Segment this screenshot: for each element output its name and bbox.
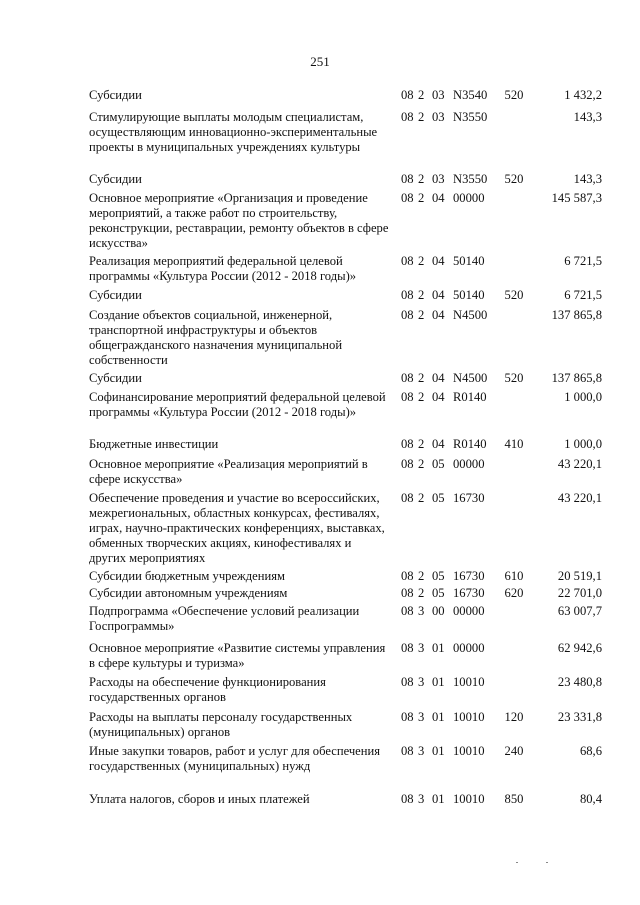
row-name: Софинансирование мероприятий федеральной целевой программы «Культура России (2012 - 2018 годы)» (89, 390, 386, 419)
code-direction: 50140 (453, 288, 485, 302)
code-program: 3 (418, 744, 425, 758)
row-name: Иные закупки товаров, работ и услуг для обеспечения государственных (муниципальных) нужд (89, 744, 381, 773)
code-event: 04 (432, 308, 445, 322)
code-section: 08 (401, 586, 414, 600)
row-amount: 62 942,6 (557, 641, 602, 655)
row-name: Субсидии бюджетным учреждениям (89, 569, 285, 583)
code-direction: 00000 (453, 604, 485, 618)
row-amount: 6 721,5 (564, 288, 602, 302)
code-section: 08 (401, 371, 414, 385)
row-amount: 63 007,7 (557, 604, 602, 618)
code-event: 05 (432, 569, 445, 583)
code-section: 08 (401, 110, 414, 124)
row-name: Создание объектов социальной, инженерной, транспортной инфраструктуры и объектов общегражданского назначения муниципальной собственности (89, 308, 343, 367)
row-amount: 80,4 (579, 792, 602, 806)
code-event: 04 (432, 191, 445, 205)
row-name: Обеспечение проведения и участие во всероссийских, межрегиональных, областных конкурсах, фестивалях, играх, научно-практических конференциях, выставках, обменных творческих акциях, кинофестивалях и других мероприятиях (89, 491, 385, 565)
code-section: 08 (401, 308, 414, 322)
row-name: Субсидии (89, 172, 142, 186)
code-section: 08 (401, 675, 414, 689)
code-direction: N4500 (453, 371, 488, 385)
code-section: 08 (401, 390, 414, 404)
code-event: 01 (432, 792, 445, 806)
code-event: 03 (432, 110, 445, 124)
code-section: 08 (401, 792, 414, 806)
scan-speck (516, 862, 518, 863)
code-section: 08 (401, 744, 414, 758)
row-amount: 143,3 (573, 172, 602, 186)
code-section: 08 (401, 172, 414, 186)
code-program: 2 (418, 110, 425, 124)
code-direction: 10010 (453, 744, 485, 758)
row-name: Субсидии автономным учреждениям (89, 586, 288, 600)
code-section: 08 (401, 710, 414, 724)
code-direction: 10010 (453, 675, 485, 689)
row-amount: 145 587,3 (551, 191, 602, 205)
row-amount: 1 000,0 (564, 390, 602, 404)
expense-type: 620 (504, 586, 524, 600)
code-event: 05 (432, 586, 445, 600)
code-event: 04 (432, 437, 445, 451)
expense-type: 520 (504, 371, 524, 385)
row-name: Субсидии (89, 88, 142, 102)
row-name: Реализация мероприятий федеральной целевой программы «Культура России (2012 - 2018 годы)» (89, 254, 357, 283)
code-event: 01 (432, 744, 445, 758)
code-event: 01 (432, 641, 445, 655)
row-amount: 143,3 (573, 110, 602, 124)
code-direction: 16730 (453, 586, 485, 600)
expense-type: 520 (504, 288, 524, 302)
expense-type: 120 (504, 710, 524, 724)
code-event: 04 (432, 288, 445, 302)
code-event: 04 (432, 371, 445, 385)
row-name: Стимулирующие выплаты молодым специалистам, осуществляющим инновационно-экспериментальные проекты в муниципальных учреждениях культуры (89, 110, 378, 154)
expense-type: 410 (504, 437, 524, 451)
row-name: Расходы на выплаты персоналу государственных (муниципальных) органов (89, 710, 353, 739)
code-direction: 10010 (453, 792, 485, 806)
expense-type: 520 (504, 88, 524, 102)
expense-type: 850 (504, 792, 524, 806)
code-section: 08 (401, 288, 414, 302)
code-program: 2 (418, 390, 425, 404)
code-direction: 50140 (453, 254, 485, 268)
row-amount: 68,6 (579, 744, 602, 758)
code-direction: R0140 (453, 390, 487, 404)
code-direction: N3540 (453, 88, 488, 102)
row-amount: 22 701,0 (557, 586, 602, 600)
row-amount: 43 220,1 (557, 491, 602, 505)
row-name: Основное мероприятие «Организация и проведение мероприятий, а также работ по строительству, реконструкции, реставрации, ремонту объектов в сфере искусства» (89, 191, 389, 250)
code-event: 05 (432, 457, 445, 471)
code-program: 2 (418, 569, 425, 583)
code-program: 3 (418, 675, 425, 689)
code-direction: 16730 (453, 569, 485, 583)
code-event: 05 (432, 491, 445, 505)
code-program: 3 (418, 604, 425, 618)
code-program: 2 (418, 308, 425, 322)
code-section: 08 (401, 254, 414, 268)
code-direction: N4500 (453, 308, 488, 322)
row-amount: 1 432,2 (564, 88, 602, 102)
code-section: 08 (401, 641, 414, 655)
code-section: 08 (401, 457, 414, 471)
code-section: 08 (401, 88, 414, 102)
page-number: 251 (310, 54, 330, 69)
code-program: 3 (418, 710, 425, 724)
code-event: 00 (432, 604, 445, 618)
code-event: 03 (432, 88, 445, 102)
code-direction: 00000 (453, 641, 485, 655)
row-amount: 137 865,8 (551, 308, 602, 322)
code-program: 2 (418, 254, 425, 268)
code-program: 2 (418, 88, 425, 102)
row-amount: 20 519,1 (557, 569, 602, 583)
row-name: Расходы на обеспечение функционирования государственных органов (89, 675, 326, 704)
code-program: 2 (418, 457, 425, 471)
code-program: 2 (418, 437, 425, 451)
row-amount: 23 331,8 (557, 710, 602, 724)
code-section: 08 (401, 437, 414, 451)
code-direction: N3550 (453, 172, 488, 186)
row-amount: 1 000,0 (564, 437, 602, 451)
code-event: 01 (432, 710, 445, 724)
code-program: 2 (418, 491, 425, 505)
code-program: 2 (418, 586, 425, 600)
code-section: 08 (401, 604, 414, 618)
code-direction: 10010 (453, 710, 485, 724)
code-program: 2 (418, 191, 425, 205)
code-direction: 16730 (453, 491, 485, 505)
code-event: 03 (432, 172, 445, 186)
expense-type: 610 (504, 569, 524, 583)
code-program: 2 (418, 288, 425, 302)
code-program: 3 (418, 641, 425, 655)
code-program: 2 (418, 172, 425, 186)
row-name: Основное мероприятие «Реализация мероприятий в сфере искусства» (89, 457, 368, 486)
row-name: Подпрограмма «Обеспечение условий реализации Госпрограммы» (89, 604, 360, 633)
row-name: Субсидии (89, 371, 142, 385)
row-amount: 137 865,8 (551, 371, 602, 385)
code-event: 01 (432, 675, 445, 689)
code-program: 3 (418, 792, 425, 806)
code-event: 04 (432, 254, 445, 268)
code-section: 08 (401, 569, 414, 583)
code-direction: N3550 (453, 110, 488, 124)
code-direction: 00000 (453, 457, 485, 471)
row-name: Уплата налогов, сборов и иных платежей (89, 792, 310, 806)
code-program: 2 (418, 371, 425, 385)
row-name: Основное мероприятие «Развитие системы управления в сфере культуры и туризма» (89, 641, 386, 670)
code-direction: R0140 (453, 437, 487, 451)
code-section: 08 (401, 191, 414, 205)
row-amount: 6 721,5 (564, 254, 602, 268)
code-section: 08 (401, 491, 414, 505)
row-name: Бюджетные инвестиции (89, 437, 219, 451)
row-name: Субсидии (89, 288, 142, 302)
row-amount: 23 480,8 (557, 675, 602, 689)
expense-type: 240 (504, 744, 524, 758)
scan-speck (546, 862, 548, 863)
code-direction: 00000 (453, 191, 485, 205)
expense-type: 520 (504, 172, 524, 186)
row-amount: 43 220,1 (557, 457, 602, 471)
code-event: 04 (432, 390, 445, 404)
